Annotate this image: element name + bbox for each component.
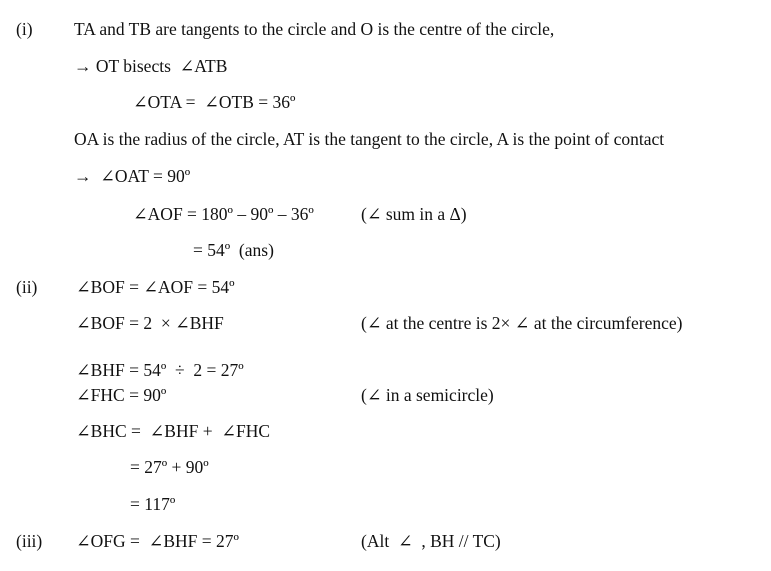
- part-i-aof-line: ∠AOF = 180º – 90º – 36º: [133, 204, 314, 224]
- part-iii-ofg-reason: (Alt ∠ , BH // TC): [361, 531, 501, 551]
- part-ii-bof-aof-line: ∠BOF = ∠AOF = 54º: [76, 277, 235, 297]
- part-ii-bof-reason: (∠ at the centre is 2× ∠ at the circumference): [361, 313, 683, 333]
- part-ii-bhc-result-line: = 117º: [130, 494, 176, 514]
- part-i-aof-reason: (∠ sum in a Δ): [361, 204, 467, 224]
- part-ii-bhc-sum-line: = 27º + 90º: [130, 457, 209, 477]
- part-i-radius-statement: OA is the radius of the circle, AT is the tangent to the circle, A is the point of contact: [74, 129, 665, 149]
- part-ii-label: (ii): [16, 277, 38, 297]
- part-i-statement: TA and TB are tangents to the circle and O is the centre of the circle,: [74, 19, 555, 39]
- part-i-bisect-line: → OT bisects ∠ATB: [74, 56, 228, 76]
- part-ii-fhc-line: ∠FHC = 90º: [76, 385, 167, 405]
- part-ii-bhf-line: ∠BHF = 54º ÷ 2 = 27º: [76, 360, 244, 380]
- part-iii-label: (iii): [16, 531, 43, 551]
- part-i-answer: = 54º (ans): [193, 240, 274, 260]
- part-iii-ofg-line: ∠OFG = ∠BHF = 27º: [76, 531, 239, 551]
- part-i-oat-line: → ∠OAT = 90º: [74, 166, 191, 186]
- part-i-ota-line: ∠OTA = ∠OTB = 36º: [133, 92, 296, 112]
- part-ii-bhc-line: ∠BHC = ∠BHF + ∠FHC: [76, 421, 271, 441]
- part-i-label: (i): [16, 19, 33, 39]
- part-ii-fhc-reason: (∠ in a semicircle): [361, 385, 494, 405]
- part-ii-bof-bhf-line: ∠BOF = 2 × ∠BHF: [76, 313, 224, 333]
